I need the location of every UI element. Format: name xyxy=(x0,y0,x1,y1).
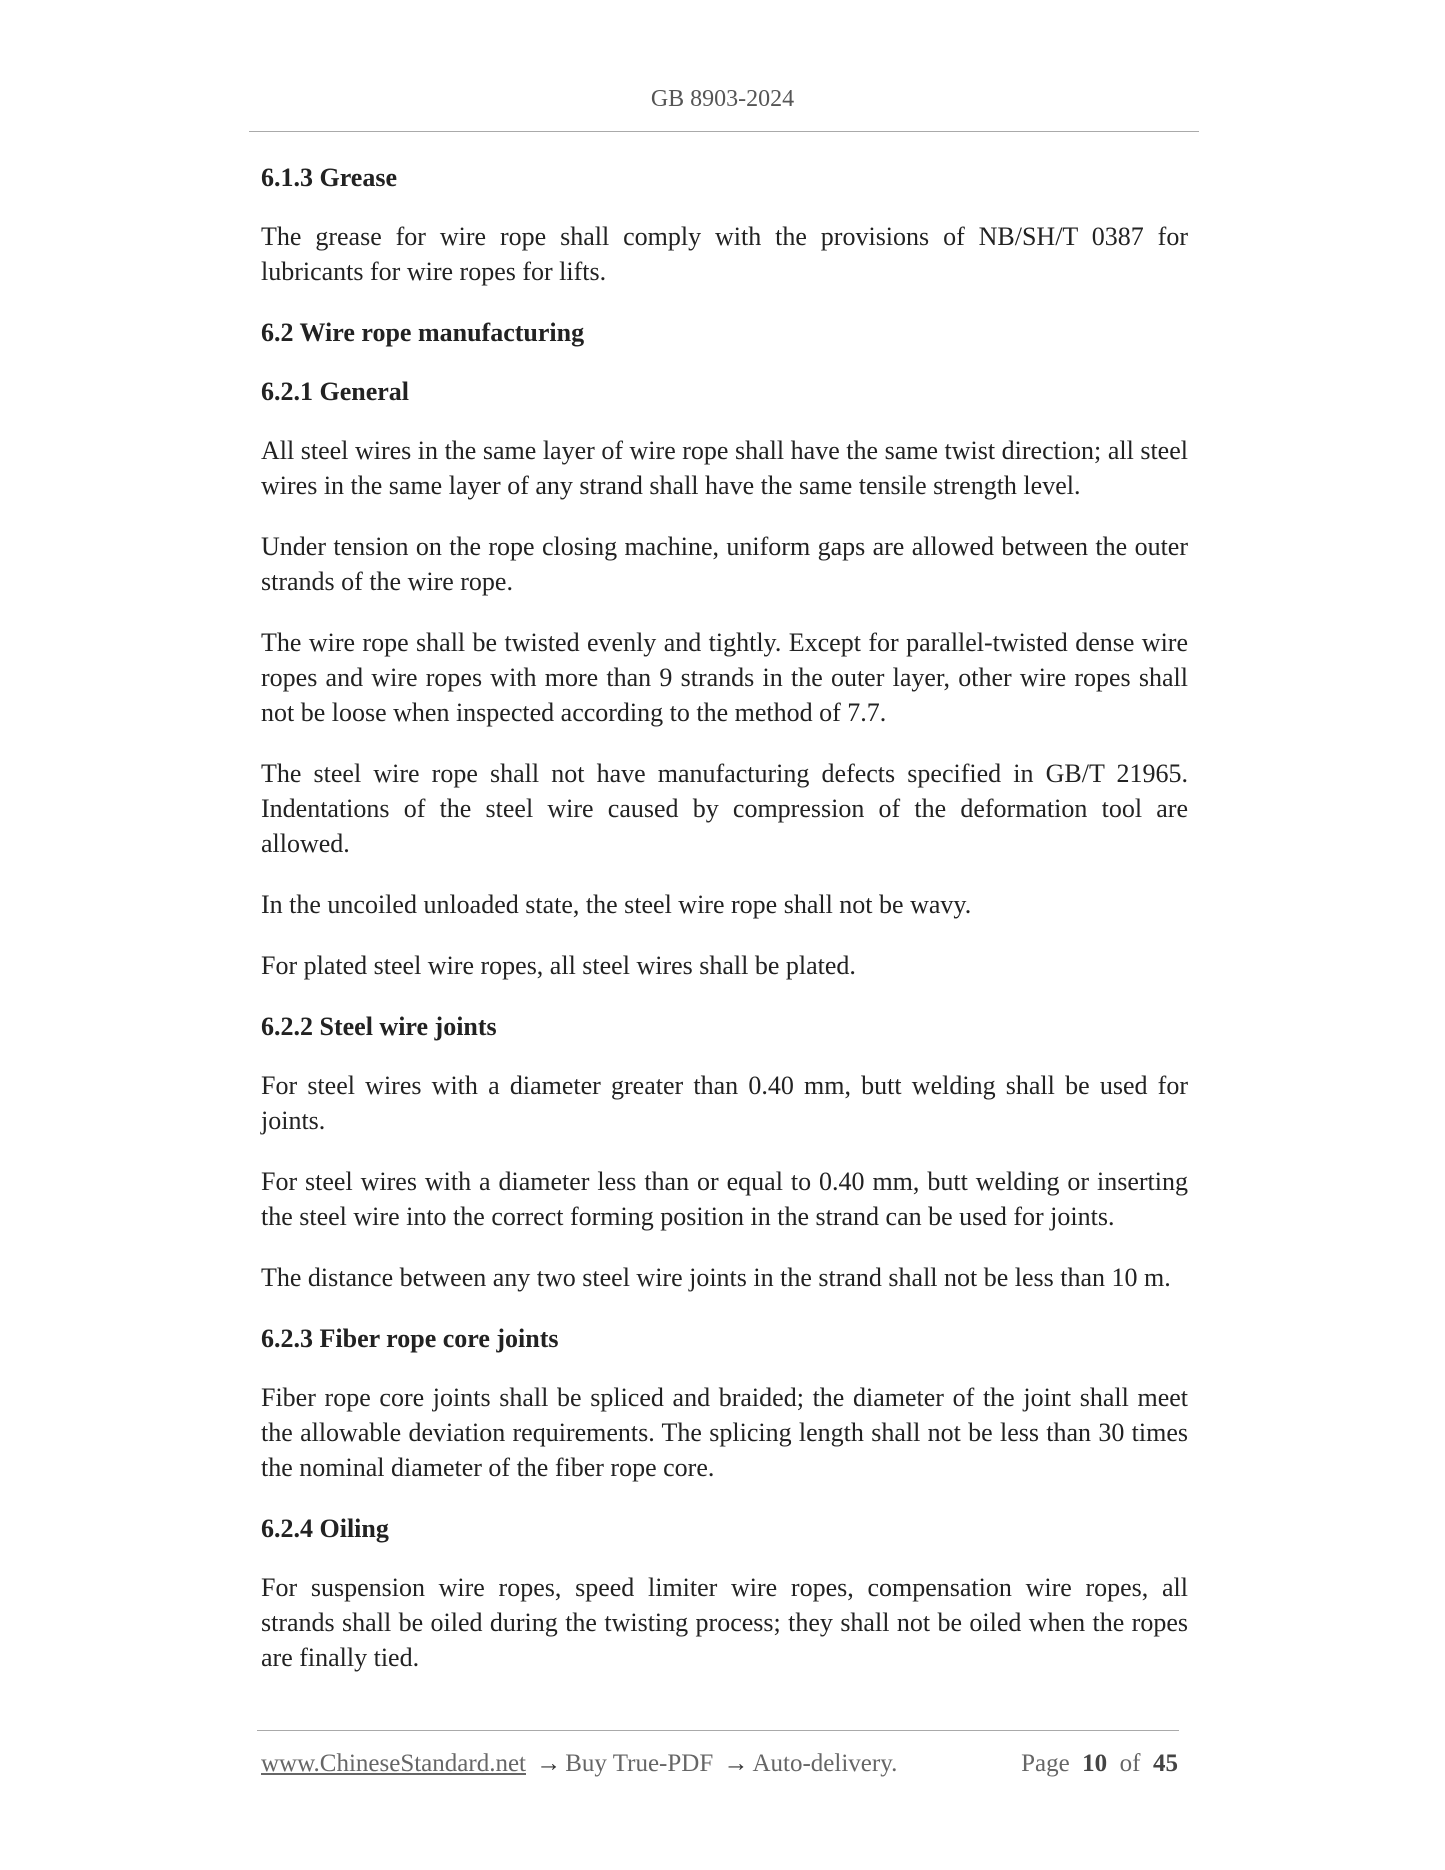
page-total: 45 xyxy=(1153,1750,1178,1777)
arrow-right-icon: → xyxy=(723,1750,749,1777)
header-divider xyxy=(249,131,1199,132)
paragraph: Under tension on the rope closing machine, uniform gaps are allowed between the outer strands of the wire rope. xyxy=(261,532,1188,596)
page-of: of xyxy=(1119,1750,1141,1777)
paragraph: For plated steel wire ropes, all steel wires shall be plated. xyxy=(261,951,856,980)
paragraph: The distance between any two steel wire joints in the strand shall not be less than 10 m. xyxy=(261,1263,1171,1292)
document-header-title: GB 8903-2024 xyxy=(650,86,795,112)
section-6-2-1 xyxy=(261,374,1188,983)
footer-step-buy: Buy True-PDF xyxy=(565,1750,714,1777)
section-heading: 6.2.2 Steel wire joints xyxy=(261,1012,497,1041)
section-6-2 xyxy=(261,315,1188,350)
page-number xyxy=(1021,1750,1178,1778)
paragraph: For suspension wire ropes, speed limiter wire ropes, compensation wire ropes, all strands shall be oiled during the twisting process; they shall not be oiled when the ropes are finally tied. xyxy=(261,1573,1188,1672)
paragraph: Fiber rope core joints shall be spliced and braided; the diameter of the joint shall meet the allowable deviation requirements. The splicing length shall not be less than 30 times the nominal diameter of the fiber rope core. xyxy=(261,1383,1188,1482)
arrow-right-icon: → xyxy=(536,1750,562,1777)
section-heading: 6.2 Wire rope manufacturing xyxy=(261,318,585,347)
chinesestandard-link[interactable]: www.ChineseStandard.net xyxy=(261,1750,526,1777)
section-6-2-2 xyxy=(261,1009,1188,1295)
paragraph: The wire rope shall be twisted evenly and tightly. Except for parallel-twisted dense wire ropes and wire ropes with more than 9 strands in the outer layer, other wire ropes shall not be loose when inspected according to the method of 7.7. xyxy=(261,628,1188,727)
document-body xyxy=(261,160,1188,1701)
page-current: 10 xyxy=(1082,1750,1108,1777)
footer-promo xyxy=(261,1750,897,1778)
paragraph: All steel wires in the same layer of wire rope shall have the same twist direction; all steel wires in the same layer of any strand shall have the same tensile strength level. xyxy=(261,436,1188,500)
paragraph: The grease for wire rope shall comply with the provisions of NB/SH/T 0387 for lubricants for wire ropes for lifts. xyxy=(261,222,1188,286)
section-heading: 6.2.4 Oiling xyxy=(261,1514,389,1543)
section-heading: 6.1.3 Grease xyxy=(261,163,397,192)
section-6-2-3 xyxy=(261,1321,1188,1485)
section-heading: 6.2.3 Fiber rope core joints xyxy=(261,1324,559,1353)
page-footer xyxy=(261,1750,1178,1782)
section-heading: 6.2.1 General xyxy=(261,377,410,406)
paragraph: For steel wires with a diameter less than or equal to 0.40 mm, butt welding or inserting the steel wire into the correct forming position in the strand can be used for joints. xyxy=(261,1167,1188,1231)
page-word: Page xyxy=(1021,1750,1070,1777)
footer-step-delivery: Auto-delivery. xyxy=(752,1750,898,1777)
paragraph: The steel wire rope shall not have manufacturing defects specified in GB/T 21965. Indentations of the steel wire caused by compression of the deformation tool are allowed. xyxy=(261,759,1188,858)
paragraph: In the uncoiled unloaded state, the steel wire rope shall not be wavy. xyxy=(261,890,972,919)
section-6-1-3 xyxy=(261,160,1188,289)
paragraph: For steel wires with a diameter greater than 0.40 mm, butt welding shall be used for joints. xyxy=(261,1071,1188,1135)
section-6-2-4 xyxy=(261,1511,1188,1675)
footer-divider xyxy=(257,1730,1179,1731)
